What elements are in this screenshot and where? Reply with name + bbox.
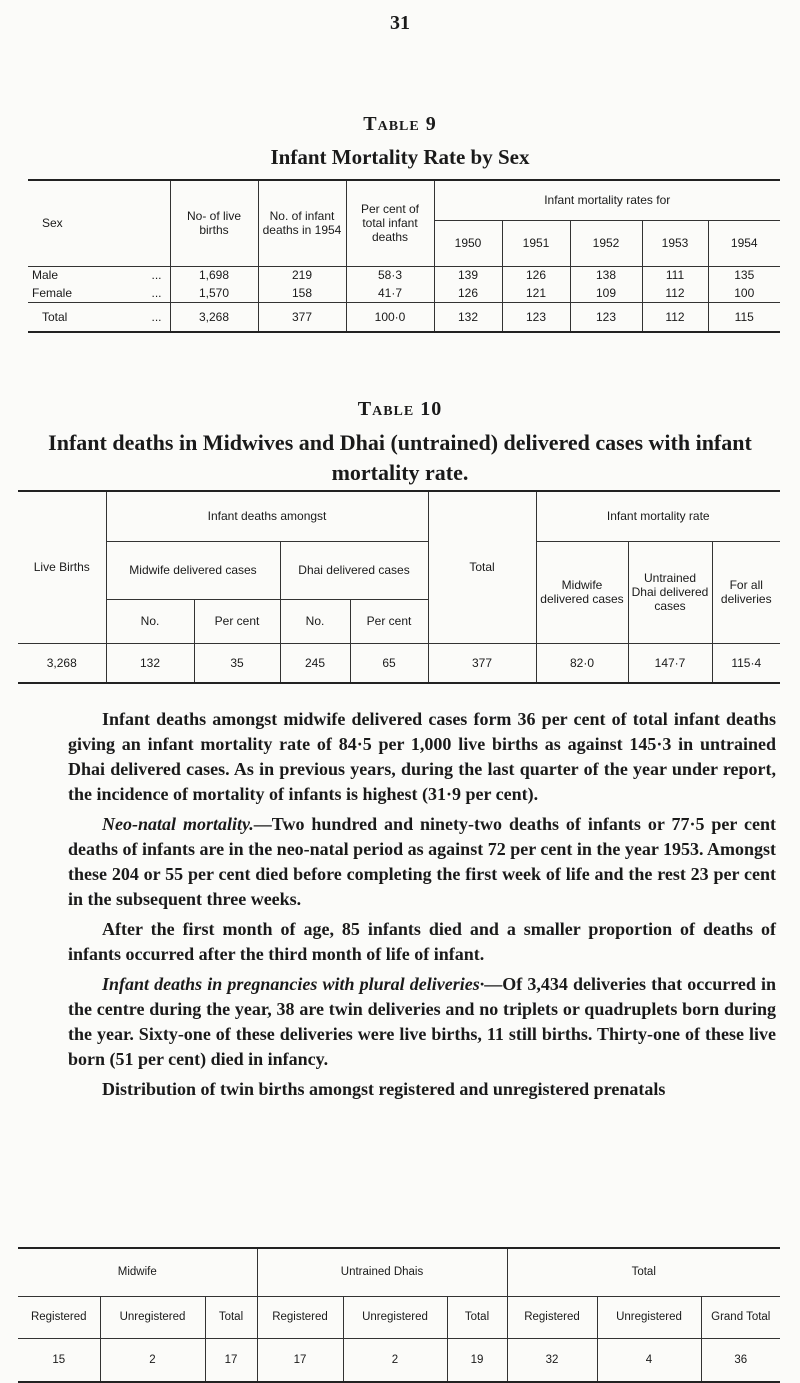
table9-subtitle: Infant Mortality Rate by Sex (270, 145, 530, 169)
table9 (28, 179, 780, 333)
paragraph: Distribution of twin births amongst registered and unregistered prenatals (102, 1079, 666, 1099)
leader-dots: ... (151, 309, 162, 324)
cell: 41·7 (346, 284, 434, 302)
table-row (18, 1338, 780, 1382)
col-header-year: 1950 (434, 220, 502, 266)
col-header-no: No. (106, 599, 194, 643)
col-header-percent: Per cent (194, 599, 280, 643)
cell: 132 (434, 302, 502, 332)
col-header: Unregistered (597, 1296, 701, 1338)
col-header-imr: Infant mortality rate (536, 491, 780, 541)
col-header-percent: Per cent (350, 599, 428, 643)
cell: 139 (434, 266, 502, 284)
table-row (28, 284, 780, 302)
cell: 377 (428, 643, 536, 683)
table-row (18, 643, 780, 683)
cell: 123 (570, 302, 642, 332)
col-header-year: 1954 (708, 220, 780, 266)
cell: 115 (708, 302, 780, 332)
col-header-imr-dhai: Untrained Dhai delivered cases (628, 541, 712, 643)
page-number: 31 (390, 12, 410, 34)
cell: 32 (507, 1338, 597, 1382)
cell: 377 (258, 302, 346, 332)
paragraph-heading: Infant deaths in pregnancies with plural deliveries· (102, 974, 485, 994)
col-header-infant-deaths: No. of infant deaths in 1954 (258, 180, 346, 266)
cell: 132 (106, 643, 194, 683)
cell: 36 (701, 1338, 780, 1382)
leader-dots: ... (151, 268, 162, 283)
twin-births-table (18, 1247, 780, 1383)
col-header-live-births: Live Births (18, 491, 106, 643)
paragraph-text: —Of 3,434 deliveries that occurred in the centre during the year, 38 are twin deliveries and no triplets or quadruplets born during the year. Sixty-one of these deliveries were live births, 11 still births. Thirty-one of these live born (51 per cent) died in infancy. (68, 974, 777, 1069)
paragraph: Infant deaths amongst midwife delivered cases form 36 per cent of total infant deaths giving an infant mortality rate of 84·5 per 1,000 live births as against 145·3 in untrained Dhai delivered cases. As in previous years, during the last quarter of the year under report, the incidence of mortality of infants is highest (31·9 per cent). (68, 709, 776, 804)
cell: 135 (734, 268, 755, 283)
col-header-no: No. (280, 599, 350, 643)
paragraph (68, 812, 776, 912)
cell: 109 (570, 284, 642, 302)
table10 (18, 490, 780, 684)
cell: 3,268 (18, 643, 106, 683)
col-header-percent: Per cent of total infant deaths (346, 180, 434, 266)
cell: 58·3 (346, 266, 434, 284)
cell: 111 (642, 266, 708, 284)
col-header: Registered (18, 1296, 100, 1338)
cell: 3,268 (170, 302, 258, 332)
cell: 100 (708, 284, 780, 302)
cell: 138 (570, 266, 642, 284)
cell: 17 (257, 1338, 343, 1382)
row-label: Female (32, 285, 73, 300)
cell: 1,570 (170, 284, 258, 302)
cell: 158 (258, 284, 346, 302)
cell: 115·4 (712, 643, 780, 683)
cell: 2 (343, 1338, 447, 1382)
cell: 35 (194, 643, 280, 683)
group-header-dhais: Untrained Dhais (257, 1248, 507, 1296)
col-header-imr-all: For all deliveries (712, 541, 780, 643)
leader-dots: ... (151, 285, 162, 300)
col-header-imr: Infant mortality rates for (434, 180, 780, 220)
table-row (28, 266, 780, 284)
paragraph-heading: Neo-natal mortality. (102, 814, 254, 834)
cell: 100·0 (346, 302, 434, 332)
col-header-imr-midwife: Midwife delivered cases (536, 541, 628, 643)
col-header-midwife: Midwife delivered cases (106, 541, 280, 599)
col-header-year: 1951 (502, 220, 570, 266)
cell: 147·7 (628, 643, 712, 683)
cell: 1,698 (170, 266, 258, 284)
cell: 123 (502, 302, 570, 332)
paragraph-text: —Two hundred and ninety-two deaths of infants or 77·5 per cent deaths of infants are in the neo-natal period as against 72 per cent in the year 1953. Amongst these 204 or 55 per cent died before completing the first week of life and the rest 23 per cent in the subsequent three weeks. (68, 814, 777, 909)
group-header-total: Total (507, 1248, 780, 1296)
paragraph: After the first month of age, 85 infants died and a smaller proportion of deaths of infants occurred after the third month of life of infant. (68, 919, 776, 964)
col-header-sex: Sex (28, 180, 170, 266)
cell: 19 (447, 1338, 507, 1382)
col-header-total: Total (428, 491, 536, 643)
cell: 126 (434, 284, 502, 302)
cell: 2 (100, 1338, 205, 1382)
cell: 219 (258, 266, 346, 284)
col-header-live-births: No- of live births (170, 180, 258, 266)
cell: 82·0 (536, 643, 628, 683)
col-header: Total (447, 1296, 507, 1338)
col-header: Registered (507, 1296, 597, 1338)
cell: 15 (18, 1338, 100, 1382)
paragraph (68, 972, 776, 1072)
row-label: Male (32, 268, 59, 283)
cell: 65 (350, 643, 428, 683)
col-header: Total (205, 1296, 257, 1338)
group-header-midwife: Midwife (18, 1248, 257, 1296)
cell: 17 (205, 1338, 257, 1382)
col-header: Grand Total (701, 1296, 780, 1338)
cell: 245 (280, 643, 350, 683)
table10-title: Table 10 (357, 398, 443, 420)
col-header: Registered (257, 1296, 343, 1338)
row-label: Total (42, 309, 68, 324)
cell: 126 (502, 266, 570, 284)
table10-subtitle: Infant deaths in Midwives and Dhai (untrained) delivered cases with infant mortality rate. (48, 430, 752, 485)
col-header-deaths-amongst: Infant deaths amongst (106, 491, 428, 541)
col-header: Unregistered (100, 1296, 205, 1338)
col-header-year: 1952 (570, 220, 642, 266)
cell: 4 (597, 1338, 701, 1382)
col-header-year: 1953 (642, 220, 708, 266)
table-row-total (28, 302, 780, 332)
cell: 112 (642, 284, 708, 302)
cell: 121 (502, 284, 570, 302)
col-header: Unregistered (343, 1296, 447, 1338)
body-text (68, 707, 776, 1107)
cell: 112 (642, 302, 708, 332)
table9-title: Table 9 (363, 113, 437, 135)
col-header-dhai: Dhai delivered cases (280, 541, 428, 599)
